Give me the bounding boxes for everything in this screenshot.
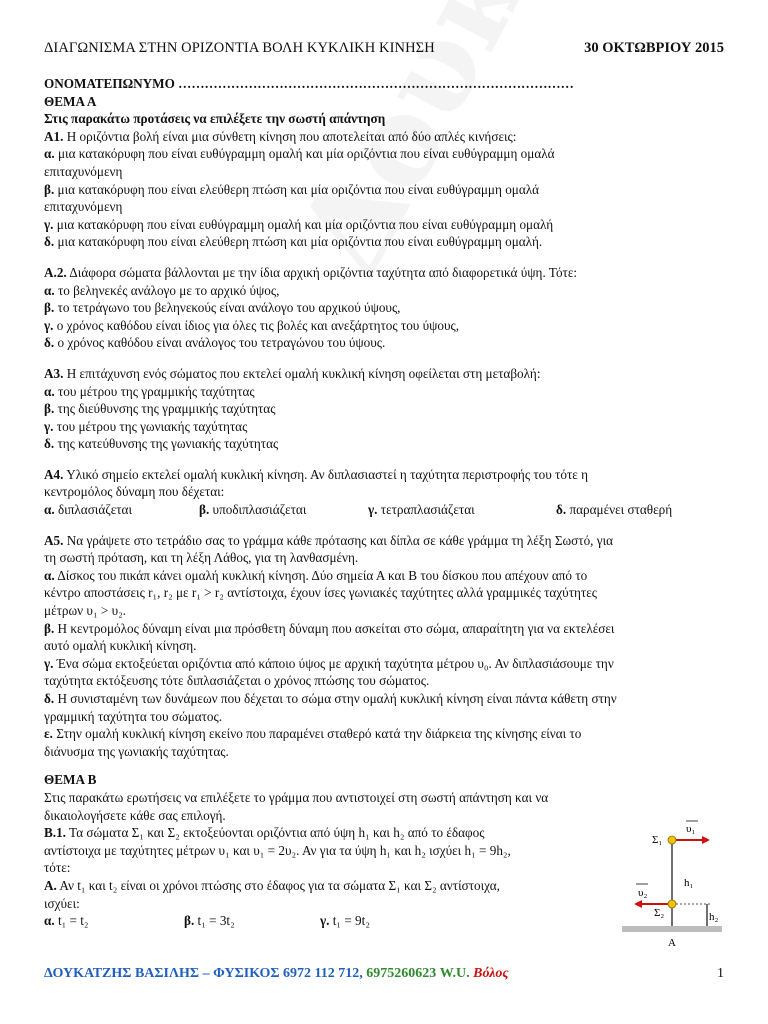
- question-line: Α5. Να γράψετε στο τετράδιο σας το γράμμα κάθε πρότασης και δίπλα σε κάθε γράμμα τη λέξη Σωστό, για: [44, 532, 614, 548]
- projectile-figure: [622, 812, 732, 960]
- option-line: δ. της κατεύθυνσης της γωνιακής ταχύτητας: [44, 436, 279, 452]
- option-line: γ. ο χρόνος καθόδου είναι ίδιος για όλες τις βολές και ανεξάρτητος του ύψους,: [44, 317, 460, 333]
- statement-line: β. Η κεντρομόλος δύναμη είναι μια πρόσθετη δύναμη που ασκείται στο σώμα, απαραίτητη για να εκτελέσει: [44, 620, 615, 636]
- question-line: Α1. Η οριζόντια βολή είναι μια σύνθετη κίνηση που αποτελείται από δύο απλές κινήσεις:: [44, 128, 517, 144]
- label-s1: Σ₁: [652, 834, 663, 846]
- option-line: β. μια κατακόρυφη που είναι ελεύθερη πτώση και μία οριζόντια που είναι ευθύγραμμη ομαλά: [44, 181, 540, 197]
- footer-author: ΔΟΥΚΑΤΖΗΣ ΒΑΣΙΛΗΣ – ΦΥΣΙΚΟΣ: [44, 966, 280, 981]
- option-line: επιταχυνόμενη: [44, 163, 123, 179]
- statement-line: ε. Στην ομαλή κυκλική κίνηση εκείνο που παραμένει σταθερό κατά την διάρκεια της κίνησης είναι το: [44, 726, 582, 742]
- question-line: Α3. Η επιτάχυνση ενός σώματος που εκτελεί ομαλή κυκλική κίνηση οφείλεται στη μεταβολή:: [44, 365, 541, 381]
- exam-title: ΔΙΑΓΩΝΙΣΜΑ ΣΤΗΝ ΟΡΙΖΟΝΤΙΑ ΒΟΛΗ ΚΥΚΛΙΚΗ ΚΙΝΗΣΗ: [44, 40, 435, 56]
- statement-line: ταχύτητα εκτόξευσης τότε διπλασιάζεται ο χρόνος πτώσης του σώματος.: [44, 673, 430, 689]
- label-h2: h₂: [709, 911, 719, 923]
- thema-a-title: ΘΕΜΑ Α: [44, 93, 97, 109]
- question-a1: [44, 128, 724, 251]
- option-line: γ. μια κατακόρυφη που είναι ευθύγραμμη ομαλή και μία οριζόντια που είναι ευθύγραμμη ομαλή: [44, 216, 554, 232]
- label-h1: h₁: [684, 877, 694, 889]
- option-d: δ. παραμένει σταθερή: [556, 502, 673, 518]
- statement-line: δ. Η συνισταμένη των δυνάμεων που δέχεται το σώμα στην ομαλή κυκλική κίνηση είναι πάντα κάθετη στην: [44, 691, 617, 706]
- statement-line: μέτρων υ₁ > υ₂.: [44, 603, 127, 619]
- option-line: α. του μέτρου της γραμμικής ταχύτητας: [44, 383, 255, 399]
- a4-options: [44, 501, 724, 519]
- statement-line: γ. Ένα σώμα εκτοξεύεται οριζόντια από κάποιο ύψος με αρχική ταχύτητα μέτρου υ₀. Αν διπλασιάσουμε την: [44, 655, 614, 671]
- footer-phone1: 6972 112 712,: [283, 966, 363, 981]
- footer-city: Βόλος: [473, 966, 509, 981]
- label-v2: υ₂: [638, 887, 648, 899]
- exam-date: 30 ΟΚΤΩΒΡΙΟΥ 2015: [584, 40, 724, 56]
- question-line: Β.1. Τα σώματα Σ₁ και Σ₂ εκτοξεύονται οριζόντια από ύψη h₁ και h₂ από το έδαφος: [44, 825, 485, 841]
- statement-line: α. Δίσκος του πικάπ κάνει ομαλή κυκλική κίνηση. Δύο σημεία Α και Β του δίσκου που απέχουν από το: [44, 567, 588, 583]
- intro-line: δικαιολογήσετε κάθε σας επιλογή.: [44, 807, 226, 823]
- question-line: Α4. Υλικό σημείο εκτελεί ομαλή κυκλική κίνηση. Αν διπλασιαστεί η ταχύτητα περιστροφής του τότε η: [44, 466, 588, 482]
- thema-b-title: ΘΕΜΑ Β: [44, 772, 97, 788]
- intro-line: Στις παρακάτω ερωτήσεις να επιλέξετε το γράμμα που αντιστοιχεί στη σωστή απάντηση και να: [44, 789, 549, 805]
- option-a: α. t₁ = t₂: [44, 913, 89, 929]
- page-number: 1: [717, 966, 724, 981]
- option-line: επιταχυνόμενη: [44, 199, 123, 215]
- question-a3: [44, 365, 724, 453]
- option-line: α. το βεληνεκές ανάλογο με το αρχικό ύψος,: [44, 282, 280, 298]
- statement-line: αυτό ομαλή κυκλική κίνηση.: [44, 638, 197, 654]
- question-line: τότε:: [44, 860, 71, 876]
- label-v1: υ₁: [686, 823, 696, 835]
- statement-line: κέντρο αποστάσεις r₁, r₂ με r₁ > r₂ αντίστοιχα, έχουν ίσες γωνιακές ταχύτητες αλλά γραμμικές ταχύτητες: [44, 585, 597, 601]
- option-line: δ. μια κατακόρυφη που είναι ελεύθερη πτώση και μία οριζόντια που είναι ευθύγραμμη ομαλή.: [44, 234, 543, 250]
- option-line: β. της διεύθυνσης της γραμμικής ταχύτητας: [44, 401, 276, 417]
- statement-line: διάνυσμα της γωνιακής ταχύτητας.: [44, 743, 229, 759]
- document-body: [44, 75, 724, 930]
- option-c: γ. τετραπλασιάζεται: [368, 502, 475, 518]
- question-line: Α. Αν t₁ και t₂ είναι οι χρόνοι πτώσης στο έδαφος για τα σώματα Σ₁ και Σ₂ αντίστοιχα,: [44, 877, 500, 893]
- question-line: κεντρομόλος δύναμη που δέχεται:: [44, 484, 225, 500]
- question-line: Α.2. Διάφορα σώματα βάλλονται με την ίδια αρχική οριζόντια ταχύτητα από διαφορετικά ύψη. Τότε:: [44, 264, 578, 280]
- thema-a-instruction: Στις παρακάτω προτάσεις να επιλέξετε την σωστή απάντηση: [44, 111, 386, 127]
- option-a: α. διπλασιάζεται: [44, 502, 133, 518]
- footer: [44, 966, 724, 982]
- question-line: τη σωστή πρόταση, και τη λέξη Λάθος, για τη λανθασμένη.: [44, 550, 359, 566]
- header: [44, 40, 724, 60]
- question-a4: [44, 466, 724, 519]
- ball-s2: [668, 900, 676, 908]
- name-line: ΟΝΟΜΑΤΕΠΩΝΥΜΟ ………………………………………………………………………………: [44, 76, 574, 91]
- ground: [622, 926, 722, 932]
- option-c: γ. t₁ = 9t₂: [320, 913, 370, 929]
- footer-phone2: 6975260623 W.U.: [366, 966, 470, 981]
- label-s2: Σ₂: [654, 907, 665, 919]
- option-b: β. υποδιπλασιάζεται: [199, 502, 307, 518]
- question-line: ισχύει:: [44, 895, 80, 911]
- option-line: γ. του μέτρου της γωνιακής ταχύτητας: [44, 418, 248, 434]
- statement-line: γραμμική ταχύτητα του σώματος.: [44, 708, 223, 724]
- arrowhead: [702, 836, 710, 844]
- ball-s1: [668, 836, 676, 844]
- option-b: β. t₁ = 3t₂: [184, 913, 235, 929]
- arrowhead: [634, 900, 642, 908]
- label-a: Α: [668, 937, 676, 949]
- question-a2: [44, 264, 724, 352]
- question-line: αντίστοιχα με ταχύτητες μέτρων υ₁ και υ₁ = 2υ₂. Αν για τα ύψη h₁ και h₂ ισχύει h₁ = 9h₂,: [44, 842, 511, 858]
- option-line: α. μια κατακόρυφη που είναι ευθύγραμμη ομαλή και μία οριζόντια που είναι ευθύγραμμη ομαλά: [44, 146, 555, 162]
- option-line: β. το τετράγωνο του βεληνεκούς είναι ανάλογο του αρχικού ύψους,: [44, 300, 401, 316]
- option-line: δ. ο χρόνος καθόδου είναι ανάλογος του τετραγώνου του ύψους.: [44, 335, 386, 351]
- question-a5: [44, 532, 724, 761]
